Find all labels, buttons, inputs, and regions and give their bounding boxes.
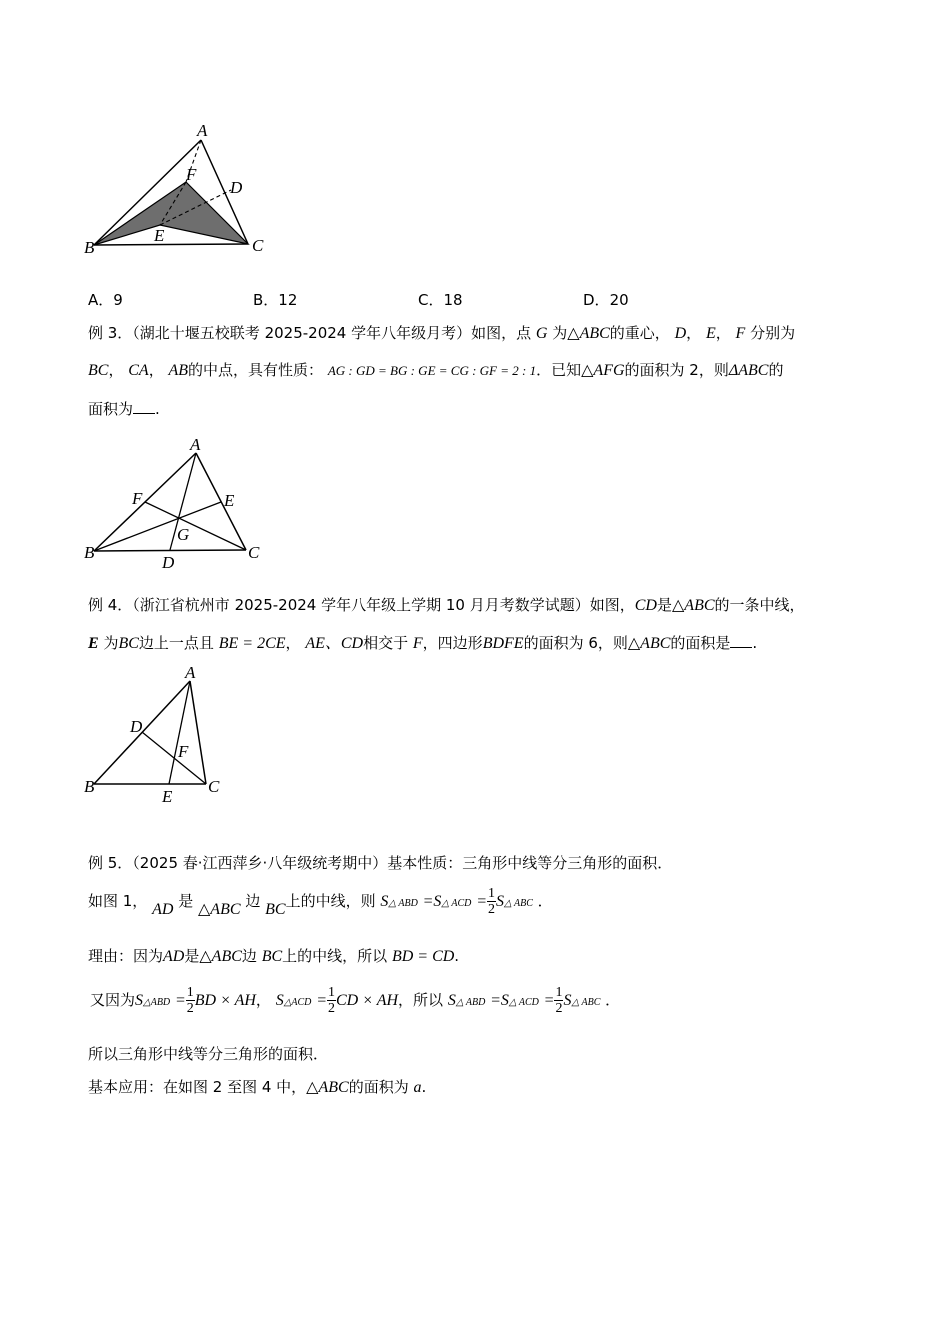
- ex4-line-2: E 为BC边上一点且 BE = 2CE， AE、CD相交于 F，四边形BDFE的面积为 6，则△ABC的面积是 .: [88, 634, 758, 652]
- ex5-line-3: 理由：因为AD是△ABC边 BC上的中线，所以 BD = CD.: [88, 947, 460, 965]
- label-e: E: [154, 226, 165, 245]
- label-c: C: [208, 777, 220, 796]
- figure-3: [80, 662, 240, 810]
- ex3-line-1: 例 3．（湖北十堰五校联考 2025-2024 学年八年级月考）如图，点 G 为△ABC的重心， D， E， F 分别为: [88, 324, 796, 342]
- side-ac: [190, 681, 206, 784]
- ex5-line-5: 所以三角形中线等分三角形的面积．: [88, 1045, 329, 1063]
- fraction-half: $\frac{1}{2}$: [186, 985, 194, 1016]
- label-b: B: [84, 543, 95, 562]
- label-f: F: [132, 489, 143, 508]
- fraction-half: $\frac{1}{2}$: [487, 886, 495, 917]
- segment-cd: [142, 732, 206, 784]
- label-c: C: [248, 543, 260, 562]
- label-f: F: [186, 165, 197, 184]
- option-a[interactable]: A．9: [88, 291, 123, 309]
- label-a: A: [197, 121, 208, 140]
- ex4-line-1: 例 4．（浙江省杭州市 2025-2024 学年八年级上学期 10 月月考数学试题）如图，CD是△ABC的一条中线，: [88, 596, 805, 614]
- side-ac: [196, 453, 246, 550]
- fraction-half: $\frac{1}{2}$: [327, 985, 335, 1016]
- ex3-line-3: 面积为 .: [88, 400, 160, 418]
- side-bc: [94, 244, 248, 245]
- side-bc: [94, 550, 246, 551]
- label-e: E: [224, 491, 235, 510]
- answer-blank[interactable]: [730, 635, 752, 648]
- label-e: E: [162, 787, 173, 806]
- label-d: D: [230, 178, 243, 197]
- median-be: [94, 502, 221, 551]
- label-b: B: [84, 777, 95, 796]
- ex5-line-2: 如图 1， AD 是 △ABC 边 BC上的中线，则 S△ ABD =S△ ACD = $\frac{1}{2}$ S△ ABC ．: [88, 886, 553, 918]
- fraction-half: $\frac{1}{2}$: [555, 985, 563, 1016]
- option-b[interactable]: B．12: [253, 291, 298, 309]
- label-d: D: [162, 553, 175, 572]
- label-a: A: [190, 436, 201, 454]
- label-b: B: [84, 238, 95, 257]
- answer-options: [88, 289, 848, 309]
- answer-blank[interactable]: [133, 401, 155, 414]
- ex5-line-6: 基本应用：在如图 2 至图 4 中，△ABC的面积为 a.: [88, 1078, 427, 1096]
- label-g: G: [177, 525, 190, 544]
- figure-1: [80, 120, 280, 265]
- ex5-line-4: 又因为S△ABD = $\frac{1}{2}$ BD × AH， S△ACD = $\frac{1}{2}$ CD × AH，所以 S△ ABD =S△ ACD = $\frac{1}{2}$ S△ ABC ．: [90, 985, 621, 1016]
- option-c[interactable]: C．18: [418, 291, 463, 309]
- ex5-line-1: 例 5．（2025 春·江西萍乡·八年级统考期中）基本性质：三角形中线等分三角形的面积．: [88, 854, 673, 872]
- ex3-line-2: BC， CA， AB的中点，具有性质： AG : GD = BG : GE = CG : GF = 2 : 1．已知△AFG的面积为 2，则ΔABC的: [88, 361, 784, 379]
- figure-2: [80, 436, 270, 574]
- label-f: F: [178, 742, 189, 761]
- label-a: A: [185, 663, 196, 682]
- label-c: C: [252, 236, 264, 255]
- option-d[interactable]: D．20: [583, 291, 629, 309]
- label-d: D: [130, 717, 143, 736]
